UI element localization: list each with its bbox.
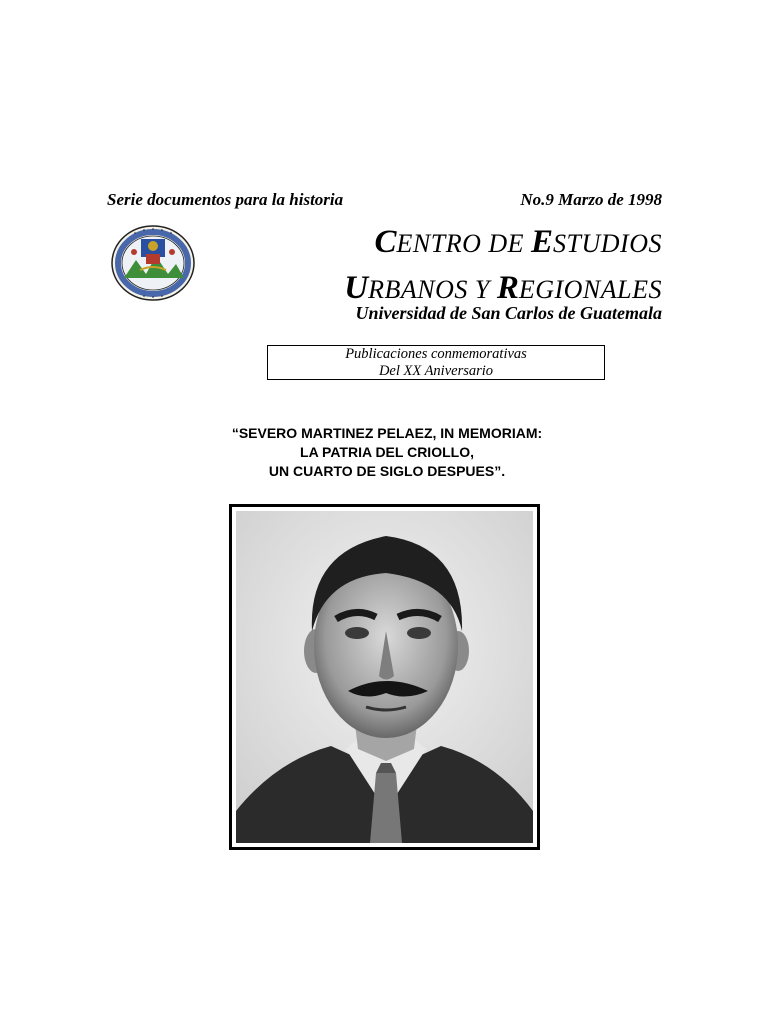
university-name: Universidad de San Carlos de Guatemala	[355, 303, 662, 323]
portrait-frame	[229, 504, 540, 850]
article-title-line-3: UN CUARTO DE SIGLO DESPUES”.	[268, 463, 506, 479]
institution-name	[344, 222, 662, 314]
university-seal-icon	[110, 224, 196, 302]
article-title-line-2: LA PATRIA DEL CRIOLLO,	[300, 444, 474, 460]
header-line	[107, 190, 662, 216]
institution-line-1: CENTRO DE ESTUDIOS	[374, 224, 662, 260]
issue-date: No.9 Marzo de 1998	[520, 190, 662, 209]
article-title	[0, 424, 768, 481]
publication-line-1: Publicaciones conmemorativas	[345, 346, 527, 362]
article-title-line-1: “SEVERO MARTINEZ PELAEZ, IN MEMORIAM:	[231, 425, 543, 441]
institution-line-2: URBANOS Y REGIONALES	[344, 270, 662, 306]
publication-line-2: Del XX Aniversario	[378, 363, 494, 379]
portrait-photo	[236, 511, 533, 843]
series-name: Serie documentos para la historia	[107, 190, 344, 209]
publication-box	[267, 345, 605, 380]
